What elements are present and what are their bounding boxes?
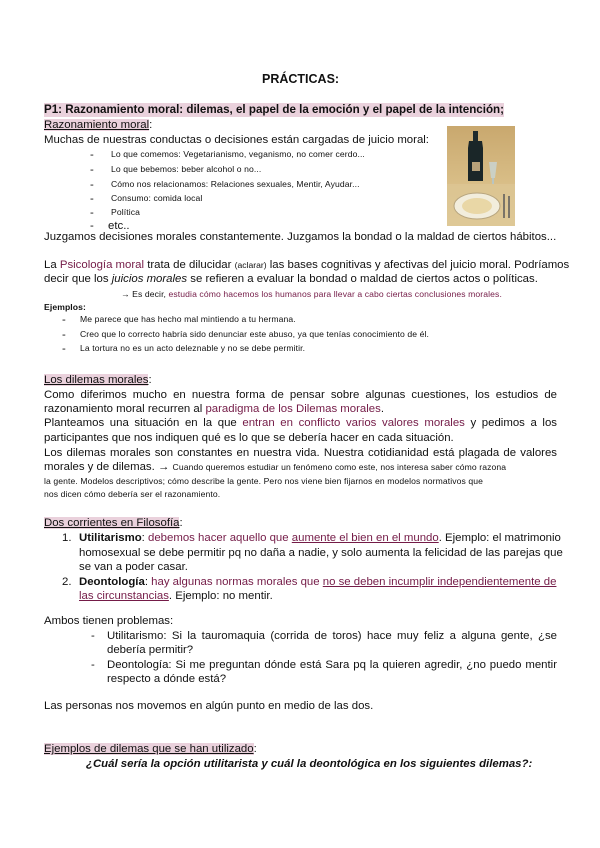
problema-utilitarismo-line-2: debería permitir? [107,644,194,656]
text-run: Cuando queremos estudiar un fenómeno como este, nos interesa saber cómo razona [172,462,507,472]
dilemas-line-2 [44,402,384,416]
psicologia-moral-term: Psicología moral [59,259,145,271]
paradigma-term: paradigma de los Dilemas morales [205,403,381,415]
text-run: y pedimos a los [464,417,557,429]
problema-deontologia-line-2: respecto a dónde está? [107,673,227,685]
text-run: Planteamos una situación en la que [44,417,243,429]
list-item: Lo que comemos: Vegetarianismo, veganismo, no comer cerdo... [111,149,365,159]
razonamiento-closing: Juzgamos decisiones morales constantemente. Juzgamos la bondad o la maldad de ciertos hábitos... [44,231,557,243]
dilemas-line-8: nos dicen cómo debería ser el razonamiento. [44,489,221,499]
text-run: → Es decir, [121,289,169,299]
knife [503,194,505,218]
dilemas-heading-text: Los dilemas morales [44,374,149,386]
text-run: : [141,532,149,544]
text-run: . Ejemplo: no mentir. [168,590,273,602]
list-bullet: - [62,314,66,326]
text-run: estudia cómo hacemos los humanos para llevar a cabo ciertas conclusiones morales. [168,289,502,299]
deontologia-line-1 [79,575,556,589]
dilemas-question: ¿Cuál sería la opción utilitarista y cuál la deontológica en los siguientes dilemas?: [86,758,533,770]
problemas-intro: Ambos tienen problemas: [44,615,174,627]
list-bullet: - [90,164,94,176]
list-bullet: - [62,329,66,341]
psicologia-paragraph-line-2 [44,272,538,286]
list-bullet: - [62,343,66,355]
list-bullet: - [91,630,95,642]
bottle-body [468,141,483,181]
razonamiento-intro: Muchas de nuestras conductas o decisiones están cargadas de juicio moral: [44,134,429,146]
bottle-label [472,162,480,171]
text-run: trata de dilucidar [144,259,235,271]
text-run: . Ejemplo: el matrimonio [438,532,561,544]
dilemas-line-3 [44,416,557,430]
text-run: aumente el bien en el mundo [291,532,439,544]
text-run: debemos hacer aquello que [148,532,292,544]
ejemplos-label: Ejemplos: [44,302,86,312]
dilemas-line-7: la gente. Modelos descriptivos; cómo describe la gente. Pero nos viene bien fijarnos en modelos normativos que [44,476,484,486]
ejemplos-dilemas-heading-colon: : [253,743,257,755]
medio-sentence: Las personas nos movemos en algún punto en medio de las dos. [44,700,374,712]
dilemas-heading-colon: : [148,374,152,386]
list-bullet: - [90,207,94,219]
corrientes-heading-colon: : [179,517,183,529]
list-item: etc.. [108,220,130,232]
list-bullet: - [90,149,94,161]
list-item: Me parece que has hecho mal mintiendo a tu hermana. [80,314,296,324]
corrientes-heading [44,516,183,530]
list-item: La tortura no es un acto deleznable y no se debe permitir. [80,343,306,353]
list-item: Cómo nos relacionamos: Relaciones sexuales, Mentir, Ayudar... [111,179,360,189]
dilemas-line-1: Como diferimos mucho en nuestra forma de pensar sobre algunas cuestiones, los estudios de [44,389,557,401]
list-item: Creo que lo correcto habría sido denunciar este abuso, ya que tenías conocimiento de él. [80,329,429,339]
juicios-morales-term: juicios morales [111,273,188,285]
text-run: no se deben incumplir independientemente de [322,576,557,588]
dilemas-line-6 [44,460,506,474]
problema-utilitarismo-line-1: Utilitarismo: Si la tauromaquia (corrida de toros) hace muy feliz a alguna gente, ¿se [107,630,557,642]
utilitarismo-line-2: homosexual se debe permitir pq no daña a nadie, y solo aumenta la felicidad de las parejas que [79,547,563,559]
razonamiento-heading-text: Razonamiento moral [44,119,150,131]
list-bullet: - [90,193,94,205]
list-item: Consumo: comida local [111,193,203,203]
list-number: 2. [62,576,72,588]
problema-deontologia-line-1: Deontología: Si me preguntan dónde está Sara pq la quieren agredir, ¿no puedo mentir [107,659,557,671]
text-run: hay algunas normas morales que [151,576,323,588]
glass-stem [492,178,494,184]
razonamiento-heading [44,118,152,132]
aclarar-note: (aclarar) [234,260,267,270]
text-run: . [380,403,384,415]
dilemas-heading [44,373,152,387]
text-run: La [44,259,60,271]
text-run: decir que los [44,273,112,285]
plate-food [462,198,492,214]
list-bullet: - [90,220,94,232]
list-bullet: - [90,179,94,191]
still-life-painting-image [447,126,515,226]
list-number: 1. [62,532,72,544]
text-run: razonamiento moral recurren al [44,403,206,415]
conflicto-term: entran en conflicto varios valores morales [242,417,465,429]
utilitarismo-line-1 [79,531,561,545]
utilitarismo-line-3: se van a poder casar. [79,561,188,573]
text-run: : [144,576,152,588]
bottle-neck [473,131,478,141]
text-run: se refieren a evaluar la bondad o maldad de ciertos actos o políticas. [187,273,538,285]
dilemas-line-4: participantes que nos indiquen qué es lo que se debería hacer en cada situación. [44,432,454,444]
text-run: morales y de dilemas. → [44,461,173,473]
deontologia-term: Deontología [79,576,145,588]
fork [508,196,510,218]
text-run: las circunstancias [79,590,169,602]
dilemas-line-5: Los dilemas morales son constantes en nuestra vida. Nuestra cotidianidad está plagada de valores [44,447,557,459]
section-heading-p1: P1: Razonamiento moral: dilemas, el papel de la emoción y el papel de la intención; [44,103,505,116]
ejemplos-dilemas-heading-text: Ejemplos de dilemas que se han utilizado [44,743,254,755]
ejemplos-dilemas-heading [44,742,257,756]
psicologia-paragraph-line-1 [44,258,569,272]
es-decir-note [121,289,502,300]
text-run: las bases cognitivas y afectivas del juicio moral. Podríamos [266,259,570,271]
corrientes-heading-text: Dos corrientes en Filosofía [44,517,180,529]
list-item: Lo que bebemos: beber alcohol o no... [111,164,262,174]
list-bullet: - [91,659,95,671]
deontologia-line-2 [79,589,273,603]
razonamiento-heading-colon: : [149,119,153,131]
utilitarismo-term: Utilitarismo [79,532,142,544]
list-item: Política [111,207,140,217]
page-title: PRÁCTICAS: [262,72,340,86]
